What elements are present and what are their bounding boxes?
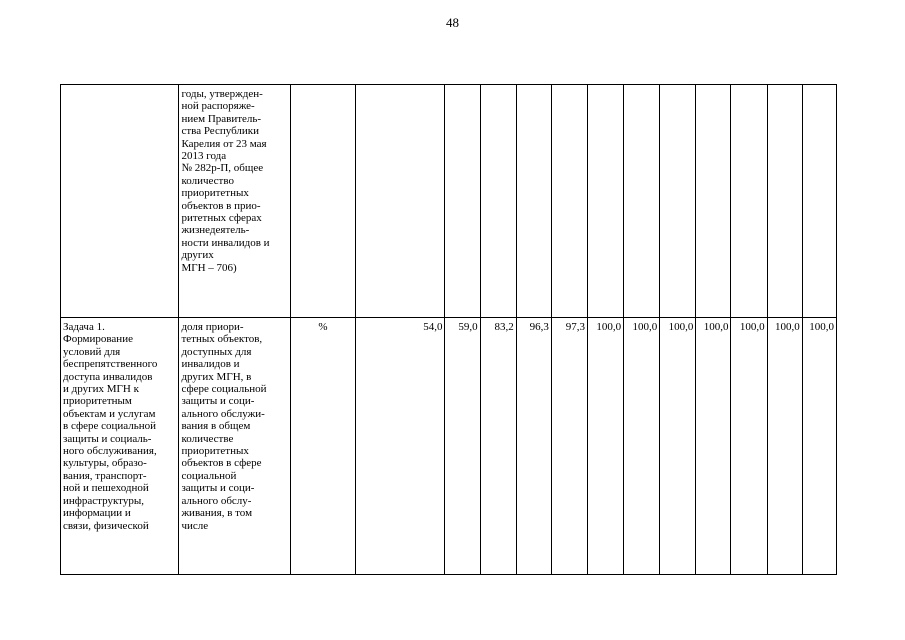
table-row	[61, 318, 837, 575]
value-cell	[551, 85, 587, 318]
value-cell: 54,0	[356, 318, 445, 575]
value-cell	[516, 85, 551, 318]
value-cell	[356, 85, 445, 318]
value-cell: 83,2	[480, 318, 516, 575]
task-cell: Задача 1. Формирование условий для беспрепятственного доступа инвалидов и других МГН к приоритетным объектам и услугам в сфере социальной защиты и социаль- ного обслуживания, культуры, образо- вания, транспорт- ной и пешеходной инфраструктуры, информации и связи, физической	[61, 318, 179, 575]
task-cell	[61, 85, 179, 318]
value-cell	[480, 85, 516, 318]
value-cell: 96,3	[516, 318, 551, 575]
value-cell	[660, 85, 696, 318]
indicator-cell: годы, утвержден- ной распоряже- нием Правитель- ства Республики Карелия от 23 мая 2013 года № 282р-П, общее количество приоритетных объектов в прио- ритетных сферах жизнедеятель- ности инвалидов и других МГН – 706)	[179, 85, 290, 318]
unit-cell	[290, 85, 355, 318]
unit-cell: %	[290, 318, 355, 575]
value-cell	[445, 85, 480, 318]
value-cell	[731, 85, 767, 318]
value-cell: 100,0	[624, 318, 660, 575]
value-cell: 100,0	[731, 318, 767, 575]
value-cell	[767, 85, 802, 318]
value-cell: 100,0	[660, 318, 696, 575]
value-cell	[802, 85, 836, 318]
indicator-cell: доля приори- тетных объектов, доступных для инвалидов и других МГН, в сфере социальной защиты и соци- ального обслужи- вания в общем количестве приоритетных объектов в сфере социальной защиты и соци- ального обслу- живания, в том числе	[179, 318, 290, 575]
indicator-table	[60, 84, 837, 575]
table-row	[61, 85, 837, 318]
value-cell: 59,0	[445, 318, 480, 575]
value-cell	[624, 85, 660, 318]
value-cell: 100,0	[696, 318, 731, 575]
value-cell: 100,0	[587, 318, 623, 575]
page-number: 48	[446, 15, 459, 30]
value-cell: 100,0	[767, 318, 802, 575]
value-cell	[587, 85, 623, 318]
value-cell	[696, 85, 731, 318]
value-cell: 97,3	[551, 318, 587, 575]
value-cell: 100,0	[802, 318, 836, 575]
